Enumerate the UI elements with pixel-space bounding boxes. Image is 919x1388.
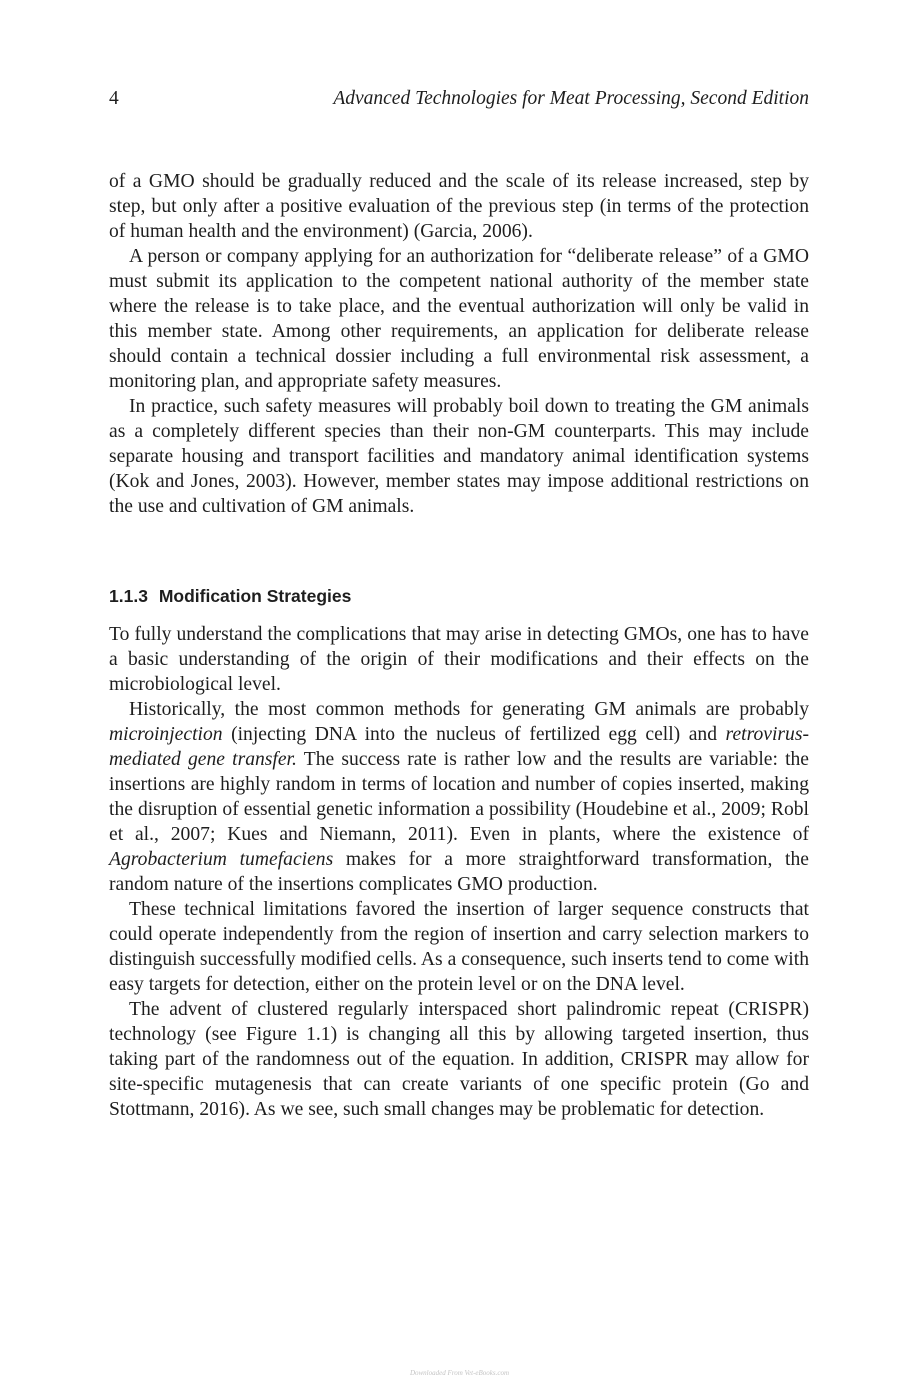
- section-number: 1.1.3: [109, 586, 148, 606]
- footer-watermark: Downloaded From Vet-eBooks.com: [409, 1369, 510, 1377]
- text-run: The success rate is rather low and the results are variable: the insertions are highly random in terms of location and number of copies inserted, making the disruption of essential genetic information a possibility (Houdebine et al., 2009; Robl et al., 2007; Kues and Niemann, 2011). Even in plants, where the existence of: [109, 749, 810, 845]
- text-run: makes for a more straightforward transformation, the random nature of the insertions complicates GMO production.: [109, 849, 809, 895]
- paragraph-safety-measures: In practice, such safety measures will probably boil down to treating the GM animals as a completely different species than their non-GM counterparts. This may include separate housing and transport facilities and mandatory animal identification systems (Kok and Jones, 2003). However, member states may impose additional restrictions on the use and cultivation of GM animals.: [109, 396, 809, 517]
- section-title: Modification Strategies: [158, 586, 352, 606]
- running-head: [109, 86, 809, 112]
- emphasis-microinjection: microinjection: [109, 724, 223, 745]
- paragraph-continued: of a GMO should be gradually reduced and the scale of its release increased, step by step, but only after a positive evaluation of the previous step (in terms of the protection of human health and the environment) (Garcia, 2006).: [109, 171, 809, 242]
- paragraph-deliberate-release: A person or company applying for an authorization for “deliberate release” of a GMO must submit its application to the competent national authority of the member state where the release is to take place, and the eventual authorization will only be valid in this member state. Among other requirements, an application for deliberate release should contain a technical dossier including a full environmental risk assessment, a monitoring plan, and appropriate safety measures.: [109, 246, 809, 392]
- paragraph-understanding: To fully understand the complications that may arise in detecting GMOs, one has to have a basic understanding of the origin of their modifications and their effects on the microbiological level.: [109, 624, 809, 695]
- paragraph-historical-methods: [109, 697, 809, 897]
- text-run: Historically, the most common methods for generating GM animals are probably: [129, 699, 809, 720]
- emphasis-agrobacterium: Agrobacterium tumefaciens: [109, 849, 334, 870]
- page-number: 4: [109, 88, 119, 109]
- paragraph-technical-limitations: These technical limitations favored the insertion of larger sequence constructs that could operate independently from the region of insertion and carry selection markers to distinguish successfully modified cells. As a consequence, such inserts tend to come with easy targets for detection, either on the protein level or on the DNA level.: [109, 899, 809, 995]
- section-heading: [109, 584, 809, 609]
- paragraph-crispr: The advent of clustered regularly interspaced short palindromic repeat (CRISPR) technology (see Figure 1.1) is changing all this by allowing targeted insertion, thus taking part of the randomness out of the equation. In addition, CRISPR may allow for site-specific mutagenesis that can create variants of one specific protein (Go and Stottmann, 2016). As we see, such small changes may be problematic for detection.: [109, 999, 809, 1120]
- emphasis-retrovirus: retrovirus-mediated gene transfer.: [109, 724, 809, 770]
- body-text: [109, 169, 809, 1122]
- text-run: (injecting DNA into the nucleus of fertilized egg cell) and: [222, 724, 726, 745]
- book-title: Advanced Technologies for Meat Processing, Second Edition: [333, 88, 809, 109]
